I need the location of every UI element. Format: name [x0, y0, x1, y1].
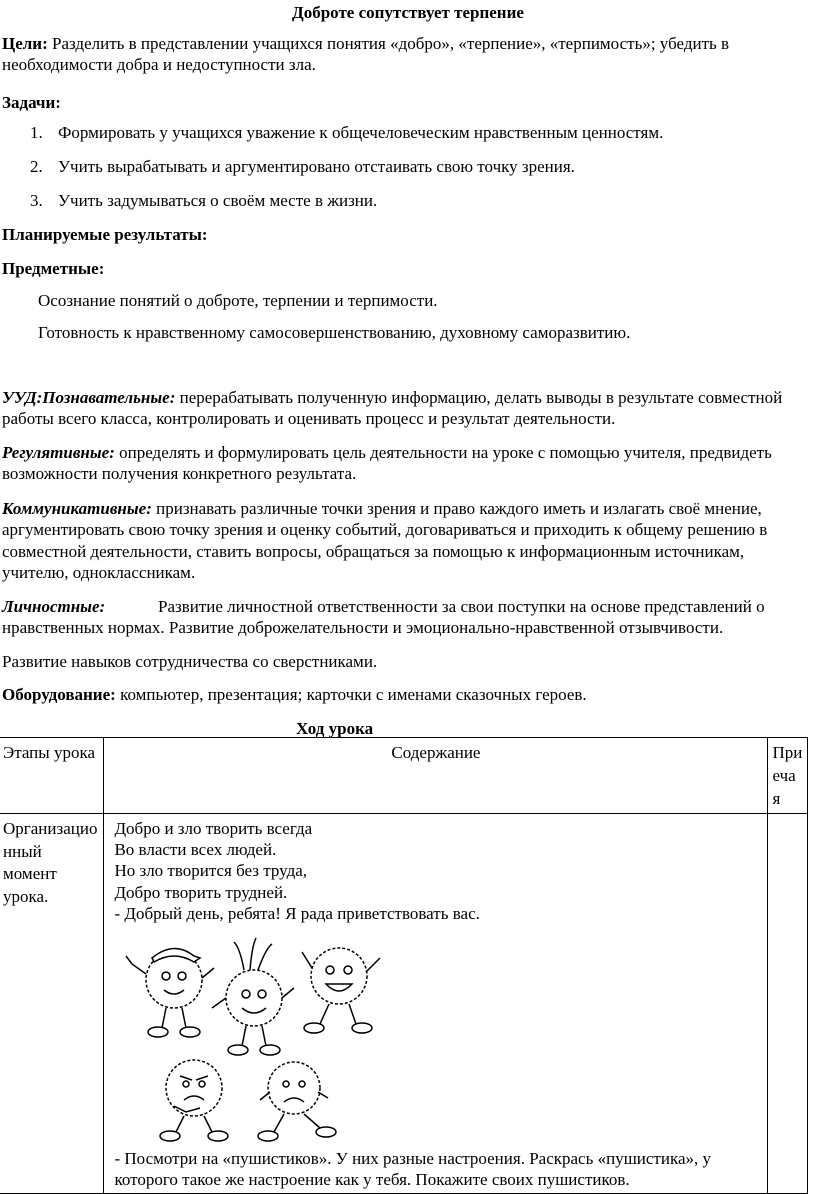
column-header-stage: Этапы урока	[0, 738, 104, 814]
table-row	[0, 813, 808, 1193]
list-item: 2. Учить вырабатывать и аргументировано отстаивать свою точку зрения.	[30, 157, 575, 176]
document-title: Доброте сопутствует терпение	[292, 3, 524, 22]
uud-cognitive-paragraph: УУД:Познавательные: перерабатывать полученную информацию, делать выводы в результате совместной работы всего класса, контролировать и оценивать процесс и результат деятельности.	[2, 388, 783, 429]
uud-regulatory-paragraph: Регулятивные: определять и формулировать цель деятельности на уроке с помощью учителя, предвидеть возможности получения конкретного результата.	[2, 443, 772, 484]
column-header-notes: При еча я	[768, 738, 808, 814]
lesson-table	[0, 737, 808, 1194]
equipment-label: Оборудование:	[2, 685, 116, 704]
fluffy-happy-icon	[302, 948, 380, 1033]
cooperation-paragraph: Развитие навыков сотрудничества со сверстниками.	[2, 652, 378, 671]
uud-personal-label: Личностные:	[2, 597, 106, 616]
fluffy-cap-icon	[126, 949, 214, 1038]
fluffy-sad-icon	[258, 1062, 336, 1141]
tasks-list	[0, 122, 800, 224]
goals-label: Цели:	[2, 34, 48, 53]
poem: Добро и зло творить всегда Во власти всех людей. Но зло творится без труда, Добро творить трудней.	[114, 818, 313, 902]
uud-personal-paragraph: Личностные: Развитие личностной ответственности за свои поступки на основе представлений о нравственных нормах. Развитие доброжелательности и эмоционально-нравственной отзывчивости.	[2, 597, 765, 638]
pushistiki-illustration	[114, 928, 761, 1146]
uud-regulatory-label: Регулятивные:	[2, 443, 115, 462]
content-cell	[104, 813, 768, 1193]
uud-cognitive-label: УУД:Познавательные:	[2, 388, 176, 407]
column-header-content: Содержание	[104, 738, 768, 814]
table-header-row	[0, 738, 808, 814]
lesson-table-title: Ход урока	[296, 719, 374, 738]
list-item: 3. Учить задумываться о своём месте в жизни.	[30, 191, 378, 210]
subject-item: Готовность к нравственному самосовершенствованию, духовному саморазвитию.	[38, 323, 631, 342]
subject-results-heading: Предметные:	[2, 259, 105, 278]
notes-cell	[768, 813, 808, 1193]
list-item: 1. Формировать у учащихся уважение к общечеловеческим нравственным ценностям.	[30, 123, 664, 142]
tasks-heading: Задачи:	[2, 93, 61, 112]
fluffy-hair-icon	[212, 938, 294, 1055]
goals-paragraph	[2, 33, 814, 76]
pushistiki-drawing	[114, 928, 414, 1146]
equipment-paragraph: Оборудование: компьютер, презентация; карточки с именами сказочных героев.	[2, 685, 587, 704]
uud-communicative-label: Коммуникативные:	[2, 499, 152, 518]
goals-text: Разделить в представлении учащихся понятия «добро», «терпение», «терпимость»; убедить в необходимости добра и недоступности зла.	[2, 34, 730, 75]
stage-cell: Организацио нный момент урока.	[0, 813, 104, 1193]
uud-communicative-paragraph: Коммуникативные: признавать различные точки зрения и право каждого иметь и излагать своё мнение, аргументировать свою точку зрения и оценку событий, договариваться и приходить к общему решению в совместной деятельности, ставить вопросы, обращаться за помощью к информационным источникам, учителю, одноклассникам.	[2, 499, 768, 582]
instruction-text: - Посмотри на «пушистиков». У них разные настроения. Раскрась «пушистика», у которого такое же настроение как у тебя. Покажите своих пушистиков.	[114, 1149, 712, 1190]
greeting-text: - Добрый день, ребята! Я рада приветствовать вас.	[114, 903, 480, 923]
planned-results-heading: Планируемые результаты:	[2, 225, 208, 244]
fluffy-angry-icon	[160, 1060, 228, 1141]
subject-item: Осознание понятий о доброте, терпении и терпимости.	[38, 291, 438, 310]
